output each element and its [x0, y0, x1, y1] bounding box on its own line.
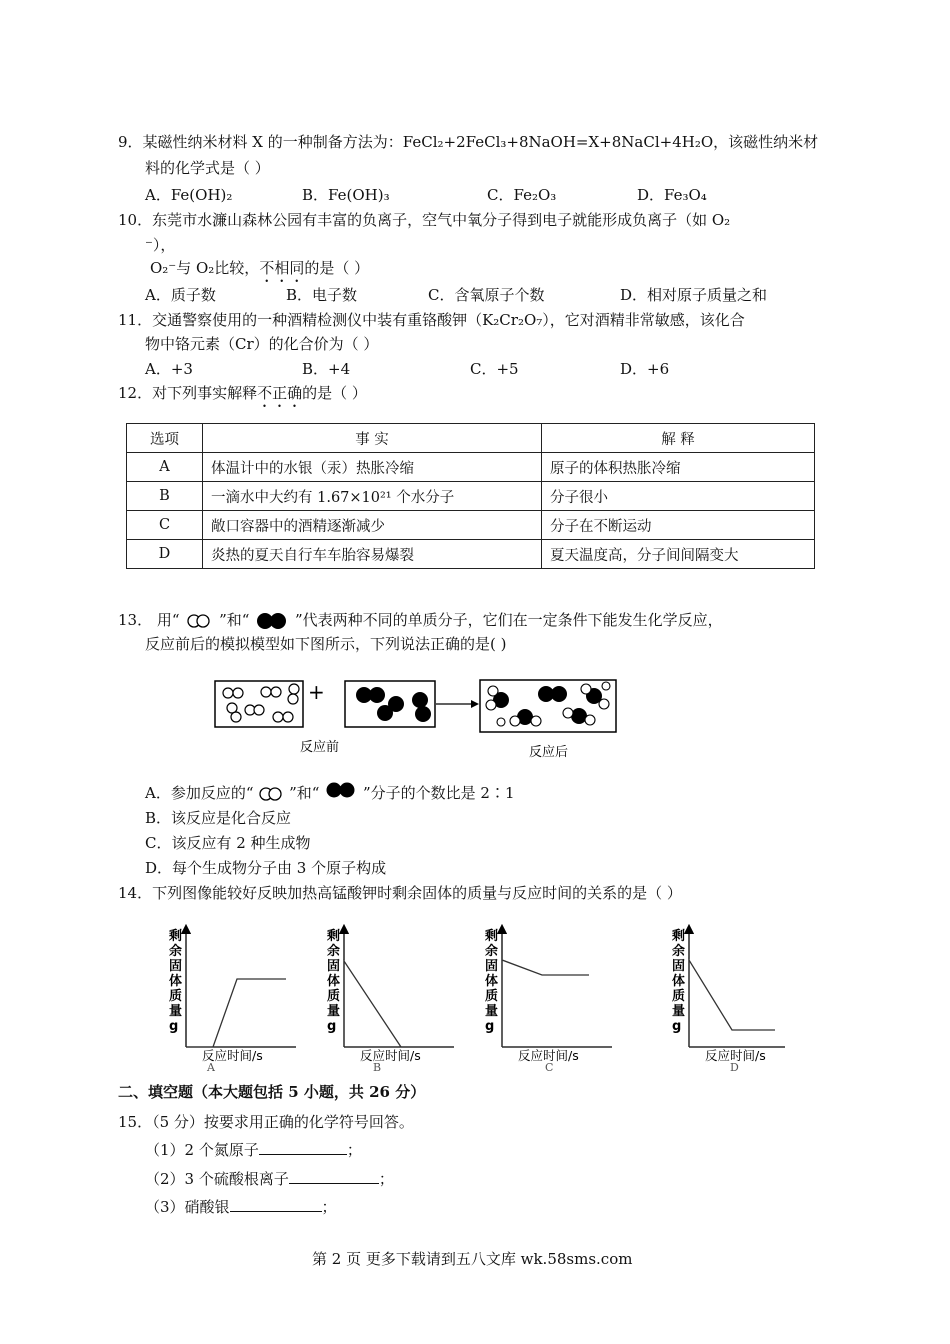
graph-x-label: 反应时间/s	[202, 1048, 263, 1063]
q10-line1: 10．东莞市水濂山森林公园有丰富的负离子，空气中氧分子得到电子就能形成负离子（如 O₂	[118, 211, 731, 229]
q13-option-d: D．每个生成物分子由 3 个原子构成	[145, 859, 387, 877]
table-cell-explanation: 原子的体积热胀冷缩	[542, 453, 815, 482]
graph-curve	[689, 960, 775, 1047]
q13-opt-a-3: ”分子的个数比是 2∶1	[362, 784, 515, 802]
graph-x-label: 反应时间/s	[518, 1048, 579, 1063]
graph-y-label: 体	[327, 974, 341, 989]
q15-item-3-sep: ；	[321, 1198, 337, 1216]
graph-curve	[502, 960, 589, 1047]
q13-line1-b: ”和“	[219, 611, 250, 629]
graph-y-label: 余	[485, 944, 499, 959]
q11-line2: 物中铬元素（Cr）的化合价为（ ）	[145, 335, 379, 353]
q15-item-2	[145, 1169, 394, 1189]
graph-curve	[186, 979, 286, 1047]
q15-item-1-label: （1）2 个氮原子	[145, 1141, 259, 1159]
graph-y-label: 余	[327, 944, 341, 959]
graph-y-label: 剩	[485, 929, 499, 944]
q10-option-b: B．电子数	[286, 286, 358, 304]
graph-y-label: 固	[327, 959, 341, 974]
table-cell-explanation: 夏天温度高，分子间间隔变大	[542, 540, 815, 569]
graph-y-label: 质	[327, 989, 341, 1004]
answer-blank-1[interactable]	[259, 1140, 347, 1155]
q15-item-2-label: （2）3 个硫酸根离子	[145, 1170, 289, 1188]
graph-y-label: 固	[485, 959, 499, 974]
graph-y-label: 剩	[169, 929, 183, 944]
section2-title: 二、填空题（本大题包括 5 小题，共 26 分）	[118, 1083, 426, 1101]
q10-line3-pre: O₂⁻与 O₂比较，	[150, 259, 260, 277]
q15-item-2-sep: ；	[378, 1170, 394, 1188]
page-footer: 第 2 页 更多下载请到五八文库 wk.58sms.com	[312, 1250, 633, 1268]
graph-y-label: 固	[169, 959, 183, 974]
q10-option-d: D．相对原子质量之和	[620, 286, 768, 304]
graph-y-label: g	[327, 1019, 337, 1034]
table-cell-option: B	[127, 482, 203, 511]
q11-option-b: B．+4	[302, 360, 351, 378]
table-cell-explanation: 分子在不断运动	[542, 511, 815, 540]
q10-line2: ⁻），	[145, 236, 176, 254]
q11-option-d: D．+6	[620, 360, 670, 378]
q15-item-3-label: （3）硝酸银	[145, 1198, 230, 1216]
table-cell-explanation: 分子很小	[542, 482, 815, 511]
q9-option-b: B．Fe(OH)₃	[302, 186, 390, 204]
graph-y-label: 量	[672, 1004, 686, 1019]
q9-option-a: A．Fe(OH)₂	[145, 186, 233, 204]
graph-y-label: 剩	[672, 929, 686, 944]
table-cell-fact: 体温计中的水银（汞）热胀冷缩	[203, 453, 542, 482]
q13-line1-c: ”代表两种不同的单质分子，它们在一定条件下能发生化学反应，	[295, 611, 723, 629]
table-cell-fact: 一滴水中大约有 1.67×10²¹ 个水分子	[203, 482, 542, 511]
graph-x-label: 反应时间/s	[360, 1048, 421, 1063]
graph-y-label: 质	[169, 989, 183, 1004]
q13-opt-a-1: A．参加反应的“	[145, 784, 254, 802]
table-cell-fact: 炎热的夏天自行车车胎容易爆裂	[203, 540, 542, 569]
q14-line: 14．下列图像能较好反映加热高锰酸钾时剩余固体的质量与反应时间的关系的是（ ）	[118, 884, 682, 902]
q9-option-d: D．Fe₃O₄	[637, 186, 707, 204]
q13-line2: 反应前后的模拟模型如下图所示，下列说法正确的是( )	[145, 635, 507, 653]
answer-blank-2[interactable]	[289, 1169, 379, 1184]
graph-y-label: 体	[169, 974, 183, 989]
q15-line: 15．（5 分）按要求用正确的化学符号回答。	[118, 1113, 414, 1131]
q11-line1: 11．交通警察使用的一种酒精检测仪中装有重铬酸钾（K₂Cr₂O₇），它对酒精非常敏感，该化合	[118, 311, 745, 329]
q13-option-b: B．该反应是化合反应	[145, 809, 292, 827]
graph-y-label: g	[485, 1019, 495, 1034]
q15-item-1-sep: ；	[346, 1141, 362, 1159]
graph-option-label: D	[730, 1061, 739, 1074]
table-cell-option: D	[127, 540, 203, 569]
table-cell-option: A	[127, 453, 203, 482]
table-cell-option: C	[127, 511, 203, 540]
table-cell-fact: 敞口容器中的酒精逐渐减少	[203, 511, 542, 540]
answer-blank-3[interactable]	[230, 1197, 322, 1212]
q9-line2: 料的化学式是（ ）	[145, 159, 270, 177]
q10-option-a: A．质子数	[145, 286, 216, 304]
graph-y-label: 体	[485, 974, 499, 989]
q15-item-1	[145, 1140, 362, 1160]
graph-option-label: C	[545, 1061, 554, 1074]
q10-emphasis: 不相同	[259, 259, 305, 277]
q11-option-a: A．+3	[145, 360, 193, 378]
q13-line1-a: 13． 用“	[118, 611, 180, 629]
graph-curve	[344, 961, 401, 1047]
q13-opt-a-2: ”和“	[289, 784, 320, 802]
graph-y-label: 量	[169, 1004, 183, 1019]
q10-line3-post: 的是（ ）	[304, 259, 370, 277]
q12-emphasis: 不正确	[257, 384, 303, 402]
q12-line-pre: 12．对下列事实解释	[118, 384, 258, 402]
table-header-option: 选项	[127, 424, 203, 453]
table-header-explanation: 解 释	[542, 424, 815, 453]
q9-option-c: C．Fe₂O₃	[487, 186, 557, 204]
graph-y-label: 量	[485, 1004, 499, 1019]
q11-option-c: C．+5	[470, 360, 519, 378]
q15-item-3	[145, 1197, 337, 1217]
graph-y-label: 体	[672, 974, 686, 989]
graph-y-label: 量	[327, 1004, 341, 1019]
table-header-fact: 事 实	[203, 424, 542, 453]
q10-option-c: C．含氧原子个数	[428, 286, 545, 304]
graph-y-label: g	[169, 1019, 179, 1034]
graph-y-label: g	[672, 1019, 682, 1034]
after-label: 反应后	[529, 745, 569, 760]
graph-y-label: 剩	[327, 929, 341, 944]
graph-y-label: 质	[672, 989, 686, 1004]
q12-line-post: 的是（ ）	[302, 384, 367, 402]
graph-option-label: A	[207, 1061, 215, 1074]
q9-line1: 9．某磁性纳米材料 X 的一种制备方法为：FeCl₂+2FeCl₃+8NaOH=X+8NaCl+4H₂O，该磁性纳米材	[118, 133, 819, 151]
graph-y-label: 固	[672, 959, 686, 974]
graph-y-label: 余	[672, 944, 686, 959]
graph-y-label: 质	[485, 989, 499, 1004]
graph-x-label: 反应时间/s	[705, 1048, 766, 1063]
graph-y-label: 余	[169, 944, 183, 959]
before-label: 反应前	[300, 740, 340, 755]
graph-option-label: B	[373, 1061, 382, 1074]
q13-option-c: C．该反应有 2 种生成物	[145, 834, 311, 852]
plus-sign: +	[308, 680, 325, 704]
